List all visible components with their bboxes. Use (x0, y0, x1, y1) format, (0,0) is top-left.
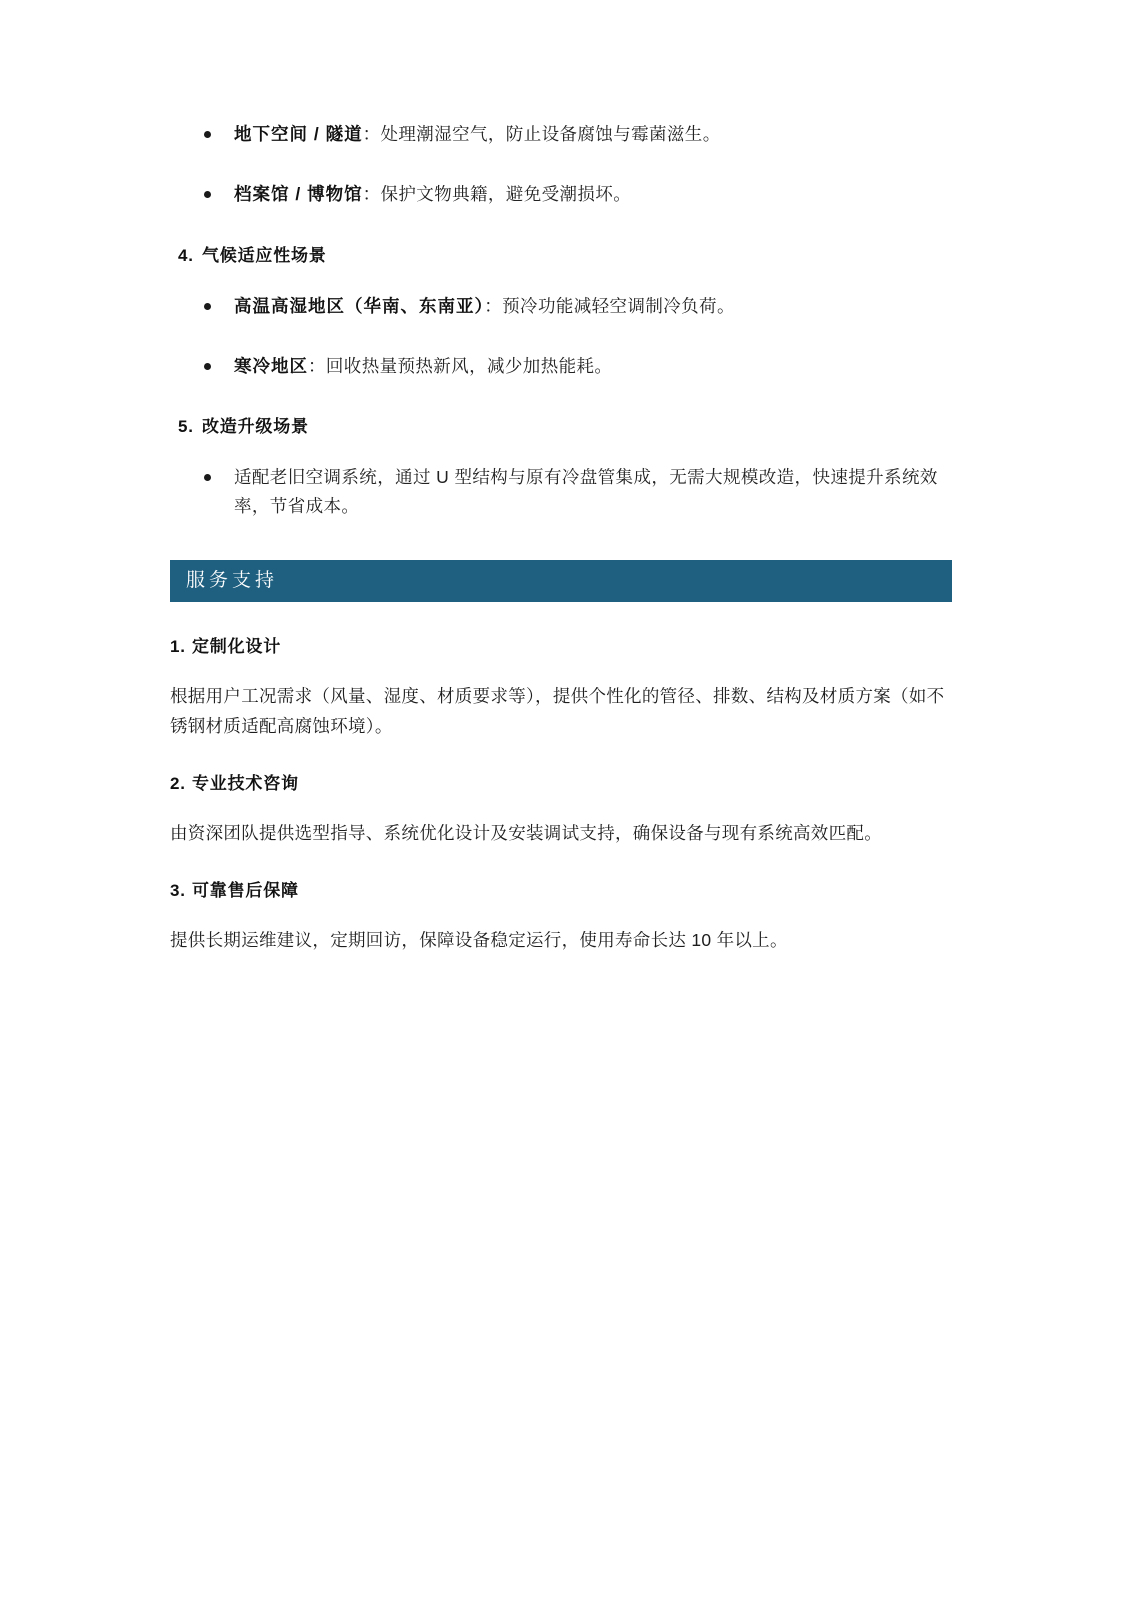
section-number-5: 5. (178, 417, 194, 437)
service-support-banner: 服务支持 (170, 560, 952, 602)
list-item (170, 352, 952, 380)
list-item-text: ：保护文物典籍，避免受潮损坏。 (362, 184, 632, 205)
service-body-3: 提供长期运维建议，定期回访，保障设备稳定运行，使用寿命长达 10 年以上。 (170, 930, 788, 951)
list-item-text: 适配老旧空调系统，通过 U 型结构与原有冷盘管集成，无需大规模改造，快速提升系统效率，节省成本。 (234, 467, 938, 516)
list-item (170, 120, 952, 148)
scenario-bullet-list-top (170, 120, 952, 209)
service-title-3: 可靠售后保障 (192, 881, 299, 901)
section-heading-4 (170, 241, 952, 266)
document-body (170, 120, 952, 983)
service-heading-2 (170, 769, 952, 794)
list-item-lead: 地下空间 / 隧道 (234, 124, 363, 144)
list-item-text: ：预冷功能减轻空调制冷负荷。 (484, 295, 735, 316)
list-item (170, 463, 952, 520)
list-item-lead: 档案馆 / 博物馆 (234, 184, 363, 205)
section-heading-5 (170, 412, 952, 437)
section-number-4: 4. (178, 245, 194, 265)
service-number-1: 1. (170, 637, 186, 657)
list-item (170, 292, 952, 320)
service-body-2: 由资深团队提供选型指导、系统优化设计及安装调试支持，确保设备与现有系统高效匹配。 (170, 823, 882, 844)
scenario-bullet-list-4 (170, 292, 952, 381)
service-title-2: 专业技术咨询 (192, 774, 299, 794)
scenario-bullet-list-5 (170, 463, 952, 520)
service-number-2: 2. (170, 774, 186, 794)
list-item-text: ：处理潮湿空气，防止设备腐蚀与霉菌滋生。 (362, 124, 721, 144)
list-item-text: ：回收热量预热新风，减少加热能耗。 (308, 356, 613, 377)
service-heading-3 (170, 876, 952, 901)
service-title-1: 定制化设计 (192, 637, 281, 657)
section-title-4: 气候适应性场景 (202, 245, 327, 265)
list-item (170, 180, 952, 208)
service-number-3: 3. (170, 881, 186, 901)
section-title-5: 改造升级场景 (202, 417, 309, 437)
list-item-lead: 寒冷地区 (234, 356, 308, 377)
service-heading-1 (170, 632, 952, 657)
list-item-lead: 高温高湿地区（华南、东南亚） (234, 295, 485, 316)
service-body-1: 根据用户工况需求（风量、湿度、材质要求等），提供个性化的管径、排数、结构及材质方案（如不锈钢材质适配高腐蚀环境）。 (170, 686, 945, 737)
